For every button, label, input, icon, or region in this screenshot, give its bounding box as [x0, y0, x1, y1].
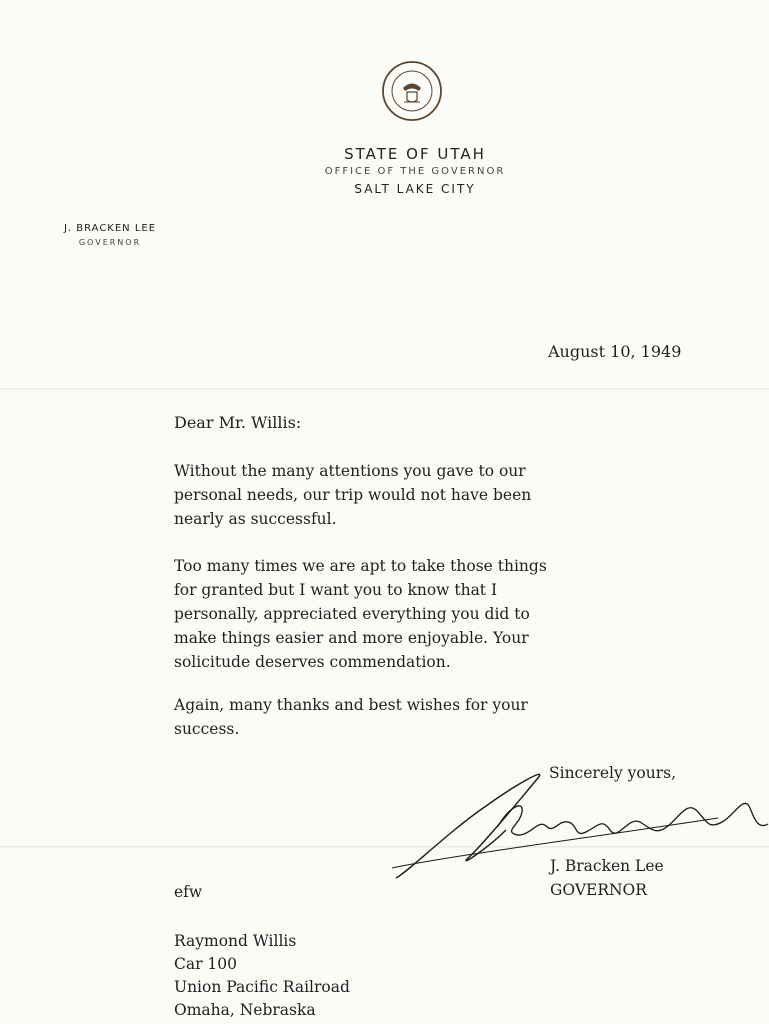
typed-signature-name: J. Bracken Lee	[550, 857, 664, 875]
paragraph-line: for granted but I want you to know that I	[174, 581, 498, 599]
address-line: Omaha, Nebraska	[174, 1001, 316, 1019]
body-paragraph-1	[174, 459, 674, 531]
paper-fold-upper	[0, 388, 769, 390]
typist-initials: efw	[174, 883, 203, 901]
paragraph-line: success.	[174, 720, 240, 738]
paragraph-line: nearly as successful.	[174, 510, 337, 528]
body-paragraph-2	[174, 554, 674, 674]
utah-state-seal	[382, 61, 442, 121]
letterhead-state: STATE OF UTAH	[344, 145, 486, 163]
paragraph-line: solicitude deserves commendation.	[174, 653, 451, 671]
body-paragraph-3	[174, 693, 674, 741]
letterhead-office: OFFICE OF THE GOVERNOR	[324, 166, 506, 177]
sender-title: GOVERNOR	[78, 238, 142, 247]
recipient-address	[174, 930, 350, 1022]
address-line: Union Pacific Railroad	[174, 978, 350, 996]
paragraph-line: personally, appreciated everything you did to	[174, 605, 530, 623]
letter-date: August 10, 1949	[548, 342, 682, 361]
typed-signature-title: GOVERNOR	[550, 881, 647, 899]
closing: Sincerely yours,	[549, 764, 676, 782]
letterhead-city: SALT LAKE CITY	[354, 182, 476, 196]
paragraph-line: personal needs, our trip would not have been	[174, 486, 532, 504]
paragraph-line: Too many times we are apt to take those things	[174, 557, 547, 575]
address-line: Car 100	[174, 955, 238, 973]
sender-name: J. BRACKEN LEE	[63, 223, 157, 234]
address-line: Raymond Willis	[174, 932, 297, 950]
salutation: Dear Mr. Willis:	[174, 413, 302, 432]
paragraph-line: make things easier and more enjoyable. Your	[174, 629, 529, 647]
paragraph-line: Without the many attentions you gave to our	[174, 462, 526, 480]
paragraph-line: Again, many thanks and best wishes for your	[174, 696, 528, 714]
